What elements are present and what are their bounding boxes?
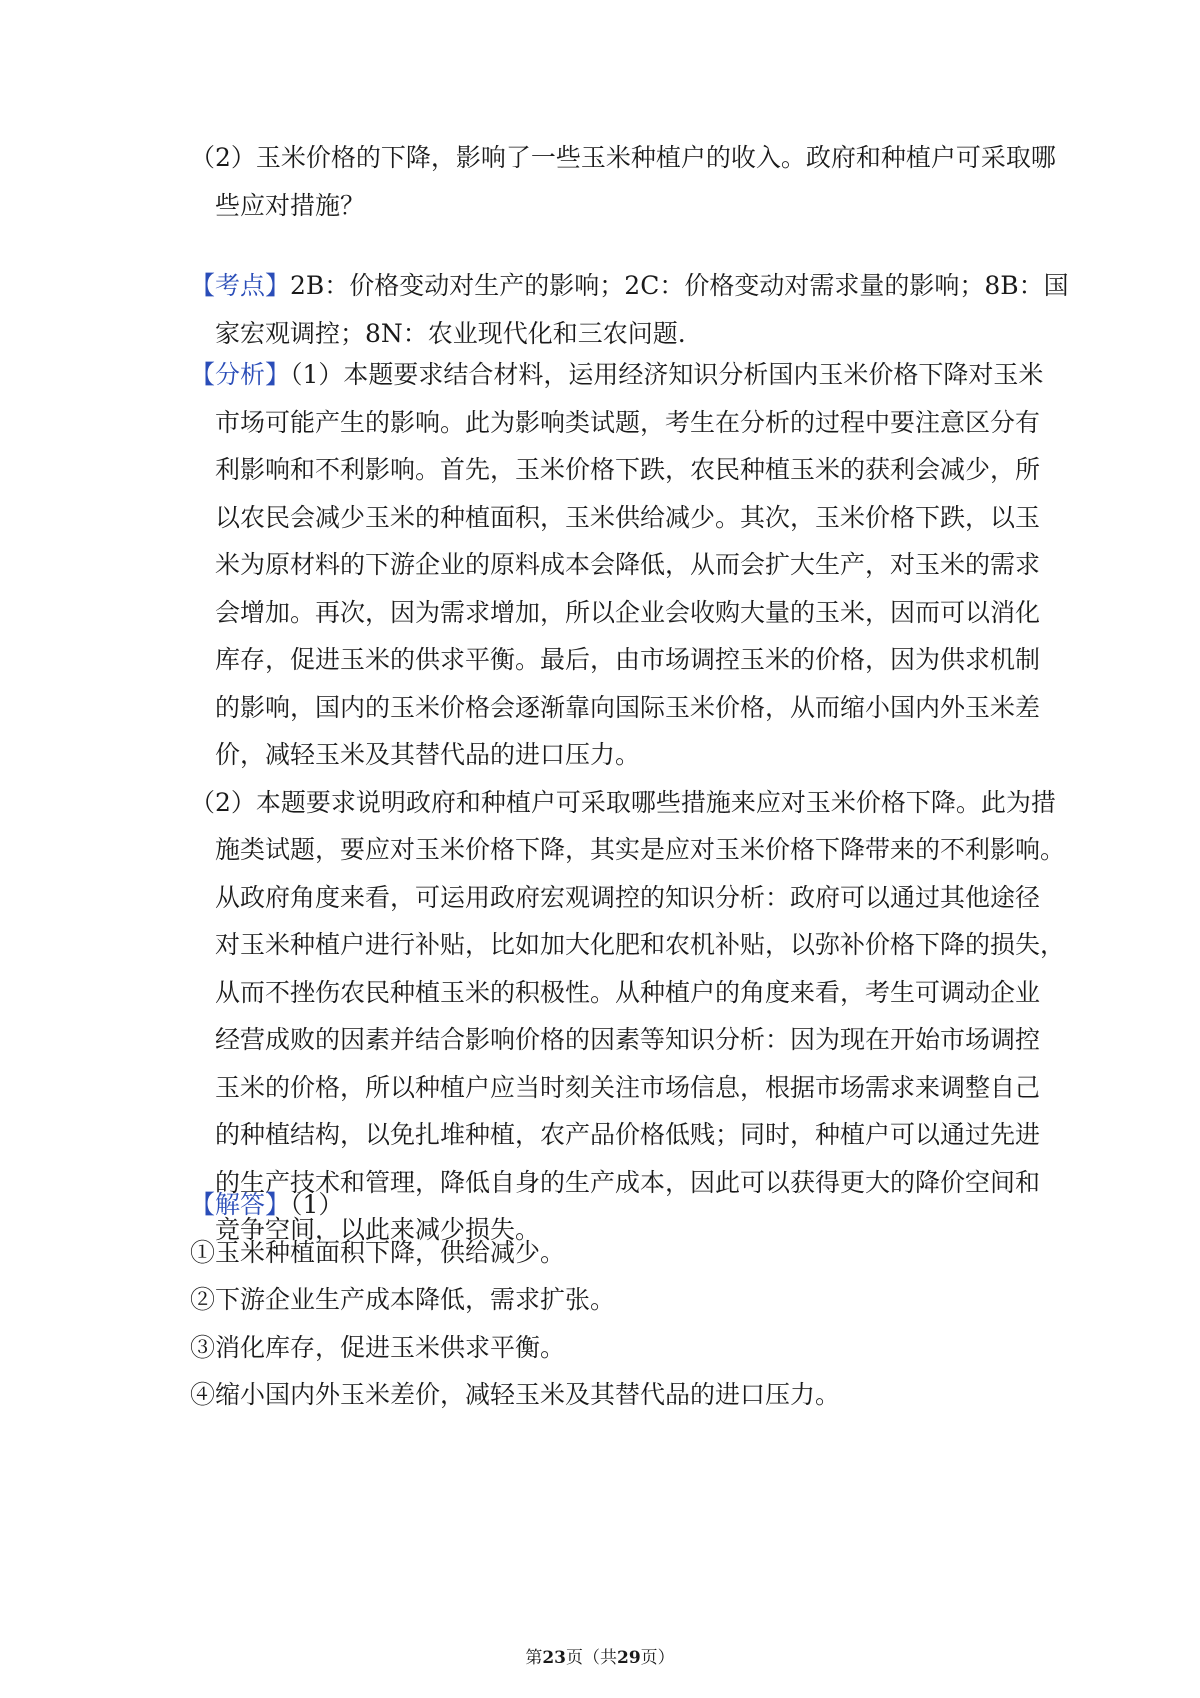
jieda-tag: 【解答】 — [190, 1190, 291, 1219]
fenxi-line: 库存，促进玉米的供求平衡。最后，由市场调控玉米的价格，因为供求机制 — [215, 645, 1041, 674]
kaodian-text: 2B：价格变动对生产的影响；2C：价格变动对需求量的影响；8B：国 — [290, 271, 1069, 300]
jieda-lead: （1） — [290, 1190, 344, 1219]
fenxi-part2-line: 对玉米种植户进行补贴，比如加大化肥和农机补贴，以弥补价格下降的损失， — [215, 930, 1066, 959]
fenxi-line: 市场可能产生的影响。此为影响类试题，考生在分析的过程中要注意区分有 — [215, 407, 1041, 437]
footer-middle: 页（共 — [566, 1648, 617, 1668]
footer-prefix: 第 — [525, 1648, 543, 1668]
jieda-item: ②下游企业生产成本降低，需求扩张。 — [190, 1285, 616, 1314]
page-footer — [0, 1643, 1200, 1668]
fenxi-part2-line: 经营成败的因素并结合影响价格的因素等知识分析：因为现在开始市场调控 — [215, 1025, 1041, 1054]
kaodian-tag: 【考点】 — [190, 271, 291, 300]
footer-suffix: 页） — [640, 1648, 675, 1668]
fenxi-part2-line: 竞争空间，以此来减少损失。 — [215, 1215, 541, 1244]
kaodian-section — [190, 262, 1069, 357]
fenxi-part2-line: 施类试题，要应对玉米价格下降，其实是应对玉米价格下降带来的不利影响。 — [215, 835, 1066, 864]
jieda-item: ④缩小国内外玉米差价，减轻玉米及其替代品的进口压力。 — [190, 1380, 841, 1409]
question-2 — [190, 134, 1056, 229]
fenxi-part2-line: 从政府角度来看，可运用政府宏观调控的知识分析：政府可以通过其他途径 — [215, 882, 1041, 912]
fenxi-part2-line: 的生产技术和管理，降低自身的生产成本，因此可以获得更大的降价空间和 — [215, 1167, 1041, 1197]
fenxi-part2-line: （2）本题要求说明政府和种植户可采取哪些措施来应对玉米价格下降。此为措 — [190, 787, 1056, 817]
kaodian-text: 家宏观调控；8N：农业现代化和三农问题. — [215, 318, 686, 348]
fenxi-line: （1）本题要求结合材料，运用经济知识分析国内玉米价格下降对玉米 — [290, 360, 1044, 389]
fenxi-line: 利影响和不利影响。首先，玉米价格下跌，农民种植玉米的获利会减少，所 — [215, 455, 1041, 484]
footer-total-pages: 29 — [617, 1648, 641, 1668]
jieda-item: ③消化库存，促进玉米供求平衡。 — [190, 1332, 566, 1362]
fenxi-line: 米为原材料的下游企业的原料成本会降低，从而会扩大生产，对玉米的需求 — [215, 550, 1041, 579]
jieda-section — [190, 1181, 1030, 1419]
question-2-line: （2）玉米价格的下降，影响了一些玉米种植户的收入。政府和种植户可采取哪 — [190, 143, 1056, 172]
fenxi-part2-line: 玉米的价格，所以种植户应当时刻关注市场信息，根据市场需求来调整自己 — [215, 1072, 1041, 1102]
fenxi-section — [190, 351, 1066, 1254]
question-2-line: 些应对措施？ — [215, 190, 366, 220]
fenxi-line: 价，减轻玉米及其替代品的进口压力。 — [215, 740, 641, 769]
footer-page-number: 23 — [542, 1648, 566, 1668]
jieda-item: ①玉米种植面积下降，供给减少。 — [190, 1237, 566, 1267]
fenxi-line: 会增加。再次，因为需求增加，所以企业会收购大量的玉米，因而可以消化 — [215, 597, 1041, 627]
fenxi-line: 的影响，国内的玉米价格会逐渐靠向国际玉米价格，从而缩小国内外玉米差 — [215, 692, 1041, 722]
fenxi-part2-line: 从而不挫伤农民种植玉米的积极性。从种植户的角度来看，考生可调动企业 — [215, 977, 1041, 1007]
fenxi-part2-line: 的种植结构，以免扎堆种植，农产品价格低贱；同时，种植户可以通过先进 — [215, 1120, 1041, 1149]
fenxi-line: 以农民会减少玉米的种植面积，玉米供给减少。其次，玉米价格下跌，以玉 — [215, 502, 1041, 532]
fenxi-tag: 【分析】 — [190, 360, 291, 389]
